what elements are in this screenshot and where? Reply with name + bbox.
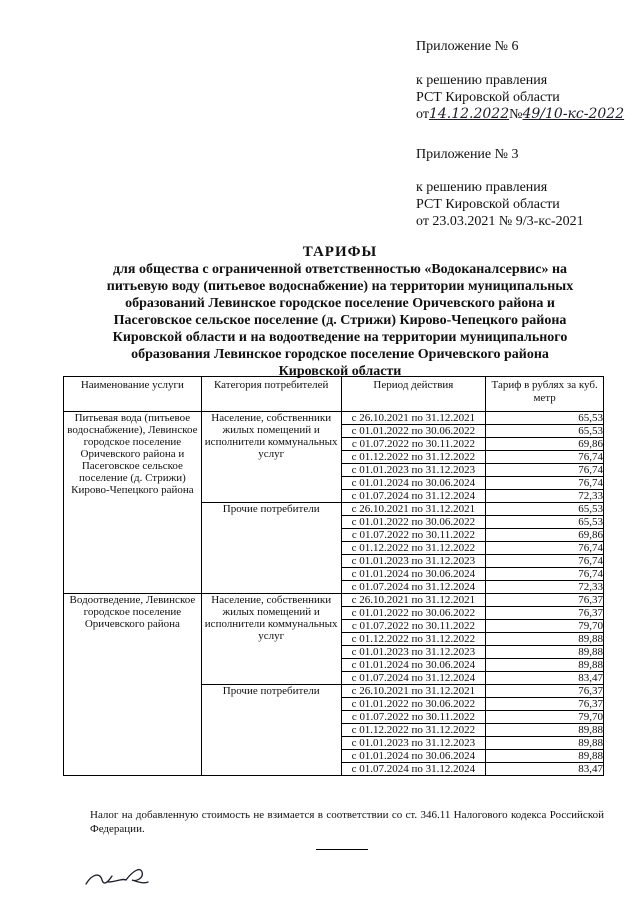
signature-icon — [82, 860, 152, 895]
period-cell: с 01.01.2024 по 30.06.2024 — [341, 477, 486, 490]
consumer-category-cell: Население, собственники жилых помещений и исполнители коммунальных услуг — [201, 412, 341, 503]
header-category: Категория потребителей — [201, 377, 341, 412]
table-row — [64, 594, 604, 607]
tariff-price-cell: 76,37 — [486, 594, 604, 607]
period-cell: с 01.01.2023 по 31.12.2023 — [341, 555, 486, 568]
period-cell: с 01.01.2024 по 30.06.2024 — [341, 568, 486, 581]
appendix-current-title: Приложение № 6 — [416, 39, 519, 54]
title-line: питьевую воду (питьевое водоснабжение) на территории муниципальных — [106, 279, 574, 294]
title-line: образований Левинское городское поселение Оричевского района и — [125, 296, 555, 311]
vat-footnote: Налог на добавленную стоимость не взимается в соответствии со ст. 346.11 Налогового кодекса Российской Федерации. — [90, 809, 604, 835]
appendix-current-line1: к решению правления — [416, 73, 548, 88]
period-cell: с 26.10.2021 по 31.12.2021 — [341, 685, 486, 698]
tariff-price-cell: 72,33 — [486, 581, 604, 594]
consumer-category-cell: Прочие потребители — [201, 503, 341, 594]
period-cell: с 01.07.2024 по 31.12.2024 — [341, 490, 486, 503]
table-header-row — [64, 377, 604, 412]
appendix-current — [416, 38, 624, 123]
tariff-price-cell: 65,53 — [486, 425, 604, 438]
tariff-price-cell: 76,37 — [486, 698, 604, 711]
header-period: Период действия — [341, 377, 486, 412]
period-cell: с 01.12.2022 по 31.12.2022 — [341, 724, 486, 737]
appendix-original-line3: от 23.03.2021 № 9/3-кс-2021 — [416, 214, 584, 229]
tariff-price-cell: 89,88 — [486, 646, 604, 659]
period-cell: с 01.01.2022 по 30.06.2022 — [341, 698, 486, 711]
divider-line — [316, 849, 368, 850]
period-cell: с 01.01.2023 по 31.12.2023 — [341, 646, 486, 659]
tariff-price-cell: 76,74 — [486, 542, 604, 555]
tariff-price-cell: 76,74 — [486, 477, 604, 490]
service-name-cell: Водоотведение, Левинское городское поселение Оричевского района — [64, 594, 202, 776]
period-cell: с 01.12.2022 по 31.12.2022 — [341, 451, 486, 464]
tariff-price-cell: 69,86 — [486, 529, 604, 542]
appendix-original — [416, 146, 584, 230]
tariff-price-cell: 79,70 — [486, 620, 604, 633]
title-line: для общества с ограниченной ответственностью «Водоканалсервис» на — [112, 262, 568, 277]
tariff-price-cell: 76,37 — [486, 607, 604, 620]
appendix-original-line2: РСТ Кировской области — [416, 197, 560, 212]
tariff-price-cell: 72,33 — [486, 490, 604, 503]
number-sign: № — [509, 107, 523, 122]
period-cell: с 01.07.2022 по 30.11.2022 — [341, 711, 486, 724]
period-cell: с 01.01.2024 по 30.06.2024 — [341, 659, 486, 672]
header-price: Тариф в рублях за куб. метр — [486, 377, 604, 412]
tariffs-table-body — [64, 412, 604, 776]
consumer-category-cell: Население, собственники жилых помещений и исполнители коммунальных услуг — [201, 594, 341, 685]
period-cell: с 01.01.2023 по 31.12.2023 — [341, 464, 486, 477]
title-line: Пасеговское сельское поселение (д. Стрижи) Кирово-Чепецкого района — [113, 313, 567, 328]
handwritten-number: 49/10-кс-2022 — [522, 106, 625, 122]
tariff-price-cell: 76,74 — [486, 568, 604, 581]
from-prefix: от — [416, 107, 429, 122]
period-cell: с 01.07.2022 по 30.11.2022 — [341, 620, 486, 633]
title-line: образования Левинское городское поселение Оричевского района — [131, 347, 549, 362]
tariff-price-cell: 65,53 — [486, 412, 604, 425]
service-name-cell: Питьевая вода (питьевое водоснабжение), Левинское городское поселение Оричевского района и Пасеговское сельское поселение (д. Стрижи) Кирово-Чепецкого района — [64, 412, 202, 594]
table-row — [64, 412, 604, 425]
tariff-price-cell: 89,88 — [486, 659, 604, 672]
tariff-price-cell: 79,70 — [486, 711, 604, 724]
period-cell: с 01.07.2024 по 31.12.2024 — [341, 672, 486, 685]
tariff-price-cell: 83,47 — [486, 672, 604, 685]
period-cell: с 01.01.2022 по 30.06.2022 — [341, 516, 486, 529]
period-cell: с 01.07.2022 по 30.11.2022 — [341, 529, 486, 542]
tariff-price-cell: 69,86 — [486, 438, 604, 451]
appendix-original-line1: к решению правления — [416, 180, 548, 195]
period-cell: с 01.01.2022 по 30.06.2022 — [341, 425, 486, 438]
header-service: Наименование услуги — [64, 377, 202, 412]
period-cell: с 01.12.2022 по 31.12.2022 — [341, 542, 486, 555]
tariff-price-cell: 83,47 — [486, 763, 604, 776]
period-cell: с 26.10.2021 по 31.12.2021 — [341, 503, 486, 516]
tariff-price-cell: 89,88 — [486, 724, 604, 737]
period-cell: с 01.12.2022 по 31.12.2022 — [341, 633, 486, 646]
period-cell: с 01.01.2023 по 31.12.2023 — [341, 737, 486, 750]
period-cell: с 26.10.2021 по 31.12.2021 — [341, 594, 486, 607]
period-cell: с 01.07.2024 по 31.12.2024 — [341, 763, 486, 776]
tariffs-table — [63, 376, 604, 776]
handwritten-date: 14.12.2022 — [428, 106, 510, 122]
appendix-current-decision — [416, 106, 624, 123]
tariff-price-cell: 76,74 — [486, 555, 604, 568]
period-cell: с 26.10.2021 по 31.12.2021 — [341, 412, 486, 425]
tariff-price-cell: 65,53 — [486, 516, 604, 529]
period-cell: с 01.01.2022 по 30.06.2022 — [341, 607, 486, 620]
period-cell: с 01.07.2022 по 30.11.2022 — [341, 438, 486, 451]
tariff-price-cell: 89,88 — [486, 750, 604, 763]
title-line: Кировской области — [278, 364, 402, 379]
period-cell: с 01.01.2024 по 30.06.2024 — [341, 750, 486, 763]
tariff-price-cell: 76,37 — [486, 685, 604, 698]
title-heading: ТАРИФЫ — [302, 244, 378, 260]
appendix-original-title: Приложение № 3 — [416, 147, 519, 162]
tariff-price-cell: 76,74 — [486, 451, 604, 464]
appendix-current-line2: РСТ Кировской области — [416, 90, 560, 105]
tariff-price-cell: 76,74 — [486, 464, 604, 477]
consumer-category-cell: Прочие потребители — [201, 685, 341, 776]
title-line: Кировской области и на водоотведение на территории муниципального — [112, 330, 568, 345]
tariff-price-cell: 65,53 — [486, 503, 604, 516]
tariff-price-cell: 89,88 — [486, 633, 604, 646]
tariff-price-cell: 89,88 — [486, 737, 604, 750]
document-title — [60, 244, 620, 380]
period-cell: с 01.07.2024 по 31.12.2024 — [341, 581, 486, 594]
